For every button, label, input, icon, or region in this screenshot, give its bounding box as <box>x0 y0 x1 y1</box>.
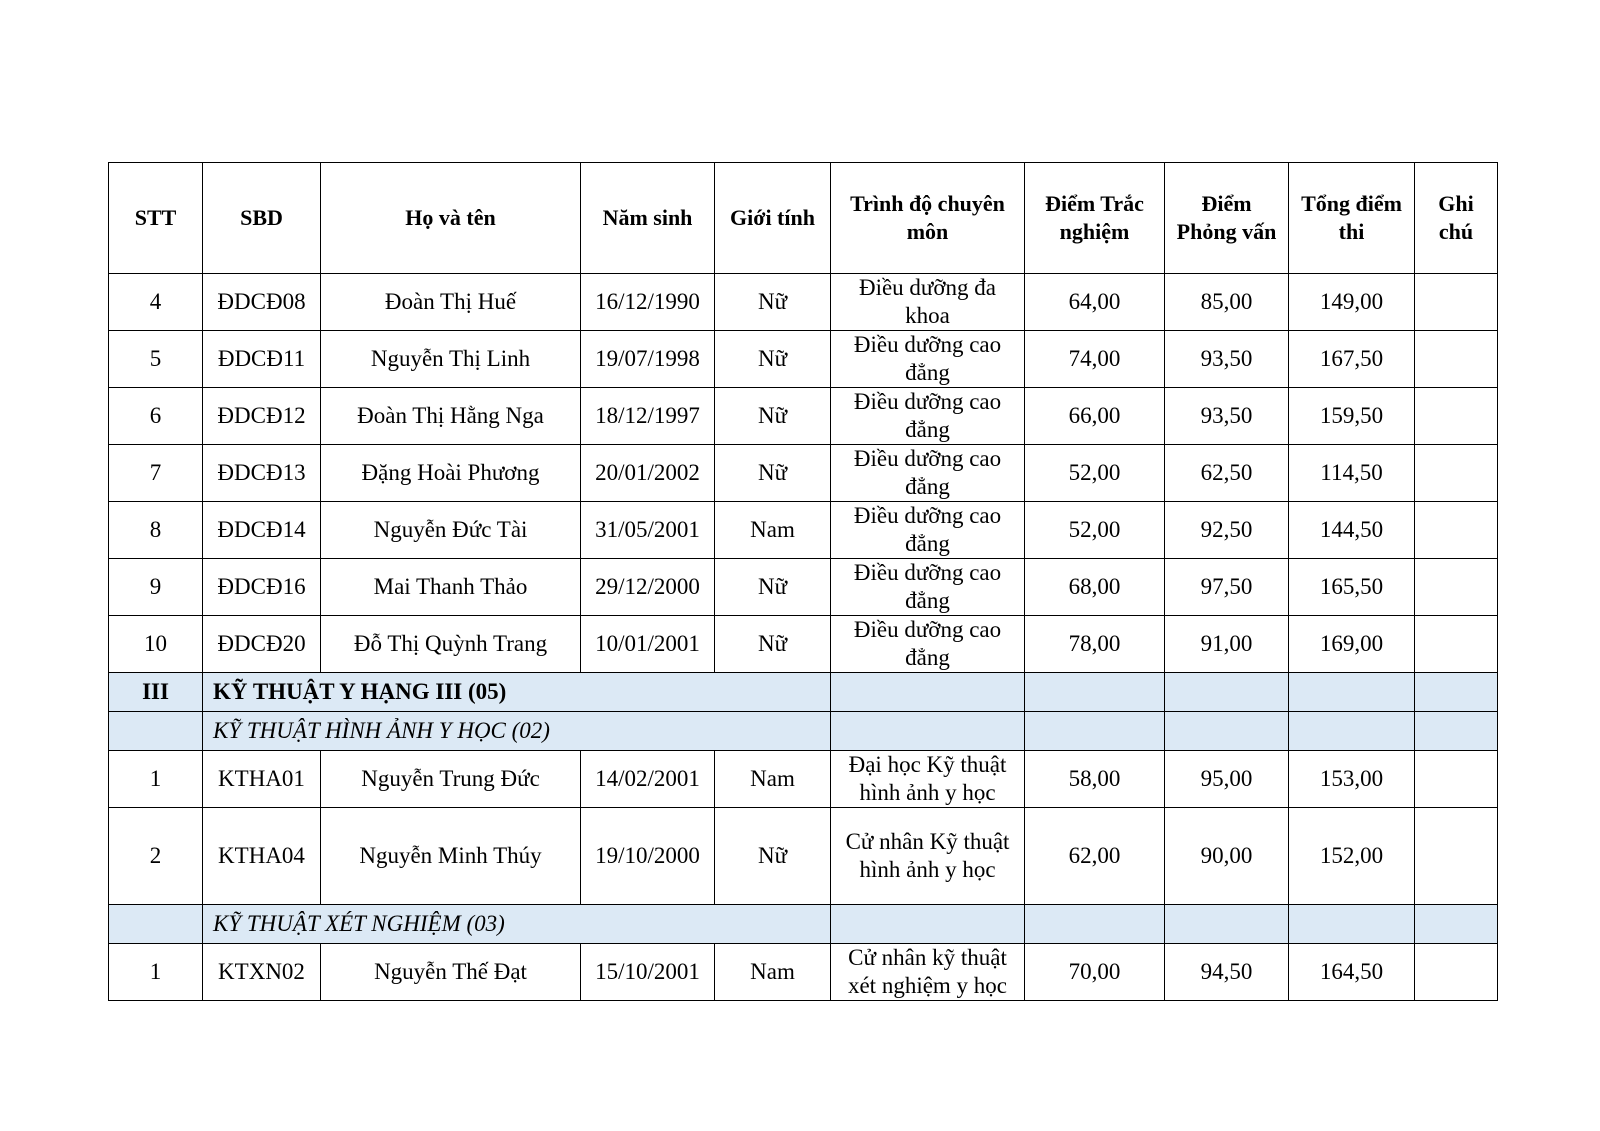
cell-test-score: 74,00 <box>1025 331 1165 388</box>
cell-qualification: Điều dưỡng cao đẳng <box>831 445 1025 502</box>
cell-qualification: Cử nhân kỹ thuật xét nghiệm y học <box>831 944 1025 1001</box>
results-table <box>108 162 1498 1001</box>
header-stt: STT <box>109 163 203 274</box>
cell-stt: 6 <box>109 388 203 445</box>
table-header-row <box>109 163 1498 274</box>
header-interview-score: Điểm Phỏng vấn <box>1165 163 1289 274</box>
cell-test-score: 68,00 <box>1025 559 1165 616</box>
cell-test-score: 66,00 <box>1025 388 1165 445</box>
cell-qualification: Điều dưỡng cao đẳng <box>831 502 1025 559</box>
cell-interview-score: 85,00 <box>1165 274 1289 331</box>
cell-sbd: ĐDCĐ14 <box>203 502 321 559</box>
cell-interview-score: 93,50 <box>1165 331 1289 388</box>
cell-gender: Nam <box>715 751 831 808</box>
cell-stt: 9 <box>109 559 203 616</box>
cell-name: Nguyễn Thế Đạt <box>321 944 581 1001</box>
cell-name: Đặng Hoài Phương <box>321 445 581 502</box>
table-body-group-iii <box>109 673 1498 751</box>
cell-interview-score: 90,00 <box>1165 808 1289 905</box>
cell-total: 164,50 <box>1289 944 1415 1001</box>
cell-dob: 29/12/2000 <box>581 559 715 616</box>
cell-sbd: ĐDCĐ13 <box>203 445 321 502</box>
cell-name: Đoàn Thị Huế <box>321 274 581 331</box>
cell-total: 152,00 <box>1289 808 1415 905</box>
group-row-ky-thuat-y <box>109 673 1498 712</box>
cell-test-score: 58,00 <box>1025 751 1165 808</box>
subgroup-row-imaging <box>109 712 1498 751</box>
cell-dob: 10/01/2001 <box>581 616 715 673</box>
cell-dob: 31/05/2001 <box>581 502 715 559</box>
cell-total: 159,50 <box>1289 388 1415 445</box>
cell-note <box>1415 445 1498 502</box>
cell-dob: 19/07/1998 <box>581 331 715 388</box>
cell-interview-score: 94,50 <box>1165 944 1289 1001</box>
cell-dob: 16/12/1990 <box>581 274 715 331</box>
group-code: III <box>109 673 203 712</box>
cell-qualification: Điều dưỡng đa khoa <box>831 274 1025 331</box>
cell-sbd: KTHA01 <box>203 751 321 808</box>
cell-note <box>1415 502 1498 559</box>
cell-total: 144,50 <box>1289 502 1415 559</box>
cell-stt: 5 <box>109 331 203 388</box>
cell-sbd: ĐDCĐ08 <box>203 274 321 331</box>
cell-interview-score: 62,50 <box>1165 445 1289 502</box>
cell-sbd: KTHA04 <box>203 808 321 905</box>
cell-test-score: 70,00 <box>1025 944 1165 1001</box>
cell-gender: Nữ <box>715 808 831 905</box>
cell-note <box>1415 616 1498 673</box>
table-row <box>109 616 1498 673</box>
cell-note <box>1415 274 1498 331</box>
table-row <box>109 445 1498 502</box>
cell-sbd: ĐDCĐ16 <box>203 559 321 616</box>
table-body-nursing <box>109 274 1498 673</box>
group-label: KỸ THUẬT Y HẠNG III (05) <box>203 673 831 712</box>
table-body-lab-header <box>109 905 1498 944</box>
subgroup-row-lab <box>109 905 1498 944</box>
cell-stt: 10 <box>109 616 203 673</box>
cell-interview-score: 97,50 <box>1165 559 1289 616</box>
cell-name: Nguyễn Minh Thúy <box>321 808 581 905</box>
document-page <box>108 162 1498 1001</box>
cell-qualification: Điều dưỡng cao đẳng <box>831 559 1025 616</box>
cell-test-score: 52,00 <box>1025 502 1165 559</box>
cell-gender: Nữ <box>715 616 831 673</box>
header-name: Họ và tên <box>321 163 581 274</box>
cell-dob: 19/10/2000 <box>581 808 715 905</box>
cell-stt: 1 <box>109 944 203 1001</box>
header-test-score: Điểm Trắc nghiệm <box>1025 163 1165 274</box>
cell-name: Mai Thanh Thảo <box>321 559 581 616</box>
header-total: Tổng điểm thi <box>1289 163 1415 274</box>
cell-stt: 1 <box>109 751 203 808</box>
cell-test-score: 62,00 <box>1025 808 1165 905</box>
cell-dob: 18/12/1997 <box>581 388 715 445</box>
table-row <box>109 808 1498 905</box>
header-gender: Giới tính <box>715 163 831 274</box>
subgroup-label-lab: KỸ THUẬT XÉT NGHIỆM (03) <box>203 905 831 944</box>
cell-name: Nguyễn Thị Linh <box>321 331 581 388</box>
cell-total: 114,50 <box>1289 445 1415 502</box>
cell-name: Nguyễn Trung Đức <box>321 751 581 808</box>
cell-gender: Nữ <box>715 388 831 445</box>
cell-gender: Nữ <box>715 331 831 388</box>
cell-test-score: 64,00 <box>1025 274 1165 331</box>
cell-interview-score: 93,50 <box>1165 388 1289 445</box>
header-note: Ghi chú <box>1415 163 1498 274</box>
cell-interview-score: 92,50 <box>1165 502 1289 559</box>
cell-qualification: Đại học Kỹ thuật hình ảnh y học <box>831 751 1025 808</box>
cell-total: 149,00 <box>1289 274 1415 331</box>
cell-name: Nguyễn Đức Tài <box>321 502 581 559</box>
cell-note <box>1415 559 1498 616</box>
cell-gender: Nữ <box>715 559 831 616</box>
cell-note <box>1415 944 1498 1001</box>
cell-note <box>1415 808 1498 905</box>
cell-stt: 4 <box>109 274 203 331</box>
cell-qualification: Điều dưỡng cao đẳng <box>831 388 1025 445</box>
cell-qualification: Điều dưỡng cao đẳng <box>831 331 1025 388</box>
header-qualification: Trình độ chuyên môn <box>831 163 1025 274</box>
table-row <box>109 331 1498 388</box>
cell-interview-score: 95,00 <box>1165 751 1289 808</box>
header-dob: Năm sinh <box>581 163 715 274</box>
table-row <box>109 559 1498 616</box>
cell-stt: 8 <box>109 502 203 559</box>
cell-stt: 2 <box>109 808 203 905</box>
cell-name: Đỗ Thị Quỳnh Trang <box>321 616 581 673</box>
cell-total: 169,00 <box>1289 616 1415 673</box>
cell-total: 153,00 <box>1289 751 1415 808</box>
table-row <box>109 751 1498 808</box>
table-body-imaging <box>109 751 1498 905</box>
table-row <box>109 388 1498 445</box>
cell-note <box>1415 751 1498 808</box>
cell-total: 167,50 <box>1289 331 1415 388</box>
cell-sbd: ĐDCĐ12 <box>203 388 321 445</box>
cell-sbd: ĐDCĐ20 <box>203 616 321 673</box>
cell-dob: 20/01/2002 <box>581 445 715 502</box>
cell-test-score: 52,00 <box>1025 445 1165 502</box>
table-row <box>109 944 1498 1001</box>
cell-sbd: KTXN02 <box>203 944 321 1001</box>
cell-qualification: Cử nhân Kỹ thuật hình ảnh y học <box>831 808 1025 905</box>
cell-gender: Nữ <box>715 274 831 331</box>
table-row <box>109 502 1498 559</box>
header-sbd: SBD <box>203 163 321 274</box>
cell-dob: 15/10/2001 <box>581 944 715 1001</box>
cell-interview-score: 91,00 <box>1165 616 1289 673</box>
cell-note <box>1415 331 1498 388</box>
table-row <box>109 274 1498 331</box>
cell-test-score: 78,00 <box>1025 616 1165 673</box>
cell-sbd: ĐDCĐ11 <box>203 331 321 388</box>
cell-total: 165,50 <box>1289 559 1415 616</box>
cell-stt: 7 <box>109 445 203 502</box>
cell-note <box>1415 388 1498 445</box>
cell-qualification: Điều dưỡng cao đẳng <box>831 616 1025 673</box>
cell-gender: Nam <box>715 502 831 559</box>
cell-name: Đoàn Thị Hằng Nga <box>321 388 581 445</box>
subgroup-label-imaging: KỸ THUẬT HÌNH ẢNH Y HỌC (02) <box>203 712 831 751</box>
cell-gender: Nam <box>715 944 831 1001</box>
table-body-lab <box>109 944 1498 1001</box>
cell-dob: 14/02/2001 <box>581 751 715 808</box>
cell-gender: Nữ <box>715 445 831 502</box>
